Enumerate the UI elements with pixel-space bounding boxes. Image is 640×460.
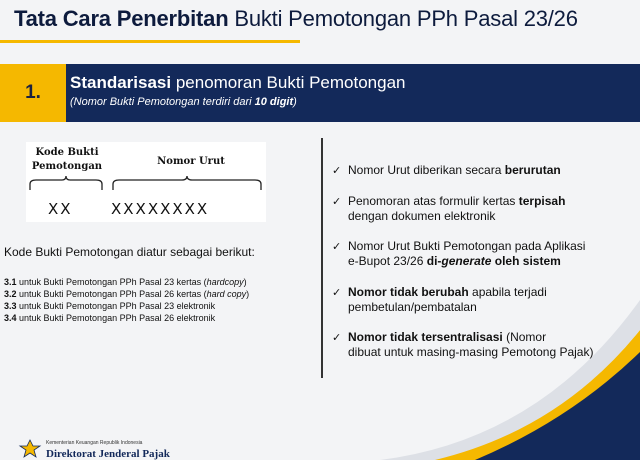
check-icon: ✓ <box>332 331 342 344</box>
check-icon: ✓ <box>332 164 342 177</box>
title-underline <box>0 40 300 43</box>
check-icon: ✓ <box>332 240 342 253</box>
section-subtitle: (Nomor Bukti Pemotongan terdiri dari 10 digit) <box>70 96 297 108</box>
nomor-digits: XXXXXXXX <box>111 200 210 218</box>
nomor-urut-label: Nomor Urut <box>157 156 225 167</box>
section-number: 1. <box>25 82 41 103</box>
footer-directorate: Direktorat Jenderal Pajak <box>46 448 170 460</box>
slide: Tata Cara Penerbitan Bukti Pemotongan PPh Pasal 23/26 1. Standarisasi penomoran Bukti Pemotongan (Nomor Bukti Pemotongan terdiri dari 10 digit) Kode Bukti Pemotongan Nomor Urut XX XXXXXXXX Kode Bukti Pemotongan diatur sebagai berikut: 3.1 untuk Bukti Pemotongan PPh Pasal 23 kertas (hardcopy) 3.2 untuk Bukti Pemotongan PPh Pasal 26 kertas (hard copy) 3.3 untuk Bukti Pemotongan PPh Pasal 23 elektronik 3.4 untuk Bukti Pemotongan PPh Pasal 26 elektronik ✓ Nomor Urut diberikan secara berurutan ✓ Penomoran atas formulir kertas terpisah dengan dokumen elektronik ✓ Nomor Urut Bukti Pemotongan pada Aplikasi e-Bupot 23/26 di-generate oleh sistem ✓ Nomor tidak berubah apabila terjadi pembetulan/pembatalan ✓ Nomor tidak tersentralisasi (Nomor dibuat untuk masing-masing Pemotong Pajak) Kementerian Keuangan Republik Indonesia Direktorat Jenderal Pajak <box>0 0 640 460</box>
check-icon: ✓ <box>332 195 342 208</box>
rule-item-3-4: 3.4 untuk Bukti Pemotongan PPh Pasal 26 elektronik <box>4 313 216 323</box>
check-icon: ✓ <box>332 286 342 299</box>
kode-digits: XX <box>48 200 73 218</box>
footer-ministry: Kementerian Keuangan Republik Indonesia <box>46 440 143 446</box>
column-divider <box>321 138 323 378</box>
rules-list <box>4 276 249 324</box>
section-title: Standarisasi penomoran Bukti Pemotongan <box>70 73 406 92</box>
nomor-brace <box>110 176 264 192</box>
djp-logo-icon <box>18 438 42 458</box>
number-format-diagram <box>26 142 266 222</box>
rule-item-3-1: 3.1 untuk Bukti Pemotongan PPh Pasal 23 kertas (hardcopy) <box>4 277 247 287</box>
kode-brace <box>26 176 106 192</box>
kode-label: Kode Bukti Pemotongan <box>31 147 103 172</box>
rule-item-3-3: 3.3 untuk Bukti Pemotongan PPh Pasal 23 elektronik <box>4 301 216 311</box>
rules-heading: Kode Bukti Pemotongan diatur sebagai berikut: <box>4 245 255 259</box>
rule-item-3-2: 3.2 untuk Bukti Pemotongan PPh Pasal 26 kertas (hard copy) <box>4 289 250 299</box>
page-title: Tata Cara Penerbitan Bukti Pemotongan PPh Pasal 23/26 <box>14 6 578 31</box>
